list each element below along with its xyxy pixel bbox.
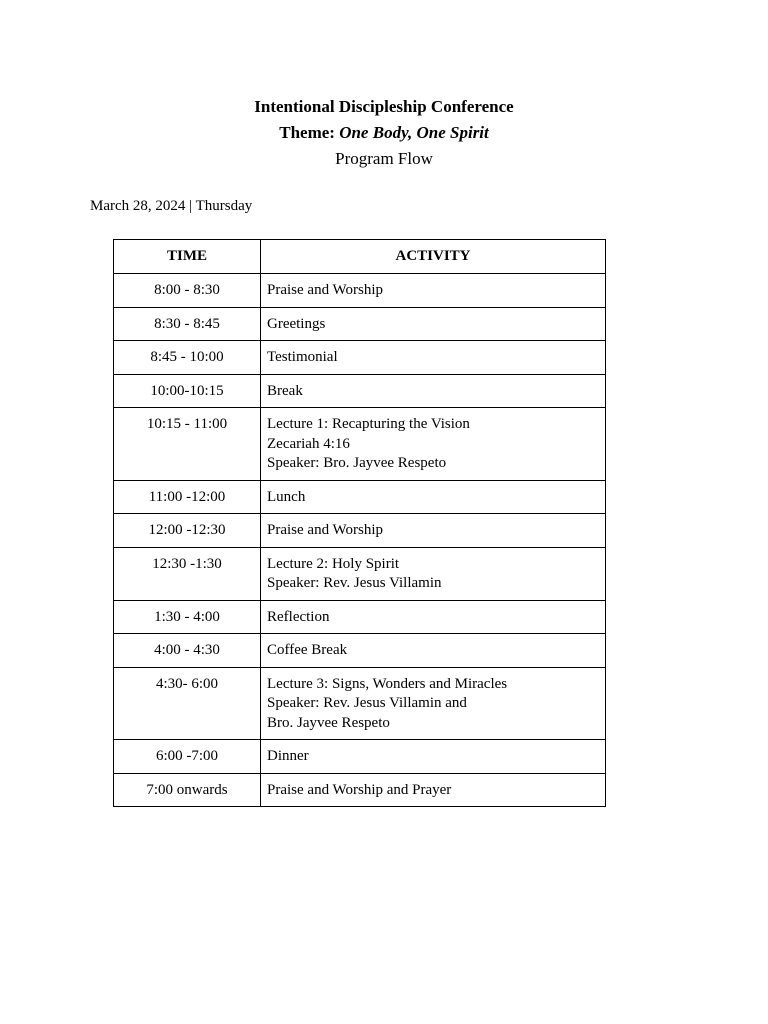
activity-line: Testimonial (267, 349, 338, 365)
activity-cell (261, 600, 606, 634)
table-row (114, 274, 606, 308)
table-row (114, 740, 606, 774)
time-cell: 1:30 - 4:00 (114, 600, 261, 634)
time-cell: 10:00-10:15 (114, 374, 261, 408)
activity-cell (261, 634, 606, 668)
activity-line: Lunch (267, 488, 306, 505)
activity-cell (261, 480, 606, 514)
activity-line: Dinner (267, 748, 309, 764)
time-cell: 8:45 - 10:00 (114, 341, 261, 375)
activity-line: Speaker: Rev. Jesus Villamin (267, 575, 442, 591)
theme-label: Theme: (279, 123, 335, 142)
activity-line: Speaker: Rev. Jesus Villamin and (267, 695, 467, 711)
activity-line: Praise and Worship (267, 282, 384, 298)
time-cell: 8:00 - 8:30 (114, 274, 261, 308)
activity-line: Praise and Worship and Prayer (267, 781, 452, 798)
activity-line: Break (267, 382, 303, 399)
event-date: March 28, 2024 | Thursday (90, 198, 253, 214)
table-row (114, 547, 606, 600)
program-flow-subtitle: Program Flow (335, 149, 433, 168)
time-cell: 12:30 -1:30 (114, 547, 261, 600)
activity-line: Lecture 2: Holy Spirit (267, 555, 400, 572)
theme-value: One Body, One Spirit (339, 123, 489, 142)
table-row (114, 341, 606, 375)
activity-cell (261, 547, 606, 600)
activity-line: Lecture 3: Signs, Wonders and Miracles (267, 675, 508, 692)
program-table (113, 239, 606, 807)
table-row (114, 408, 606, 481)
activity-line: Speaker: Bro. Jayvee Respeto (267, 455, 447, 471)
document-header (0, 94, 768, 172)
activity-cell (261, 408, 606, 481)
time-cell: 6:00 -7:00 (114, 740, 261, 774)
time-cell: 12:00 -12:30 (114, 514, 261, 548)
table-row (114, 773, 606, 807)
time-cell: 7:00 onwards (114, 773, 261, 807)
activity-line: Bro. Jayvee Respeto (267, 714, 390, 731)
table-row (114, 480, 606, 514)
activity-line: Coffee Break (267, 642, 348, 658)
activity-cell (261, 667, 606, 740)
program-rows (114, 274, 606, 807)
activity-line: Zecariah 4:16 (267, 435, 350, 452)
column-header-time: TIME (114, 240, 261, 274)
activity-cell (261, 341, 606, 375)
activity-cell (261, 740, 606, 774)
activity-line: Greetings (267, 315, 326, 332)
activity-cell (261, 773, 606, 807)
time-cell: 4:00 - 4:30 (114, 634, 261, 668)
time-cell: 10:15 - 11:00 (114, 408, 261, 481)
table-row (114, 600, 606, 634)
table-row (114, 514, 606, 548)
table-row (114, 307, 606, 341)
theme-line (0, 120, 768, 146)
conference-title: Intentional Discipleship Conference (254, 97, 514, 116)
activity-cell (261, 274, 606, 308)
time-cell: 11:00 -12:00 (114, 480, 261, 514)
column-header-activity: ACTIVITY (261, 240, 606, 274)
table-row (114, 634, 606, 668)
activity-cell (261, 514, 606, 548)
time-cell: 4:30- 6:00 (114, 667, 261, 740)
table-header-row (114, 240, 606, 274)
activity-line: Reflection (267, 608, 330, 625)
activity-line: Praise and Worship (267, 522, 384, 538)
activity-cell (261, 307, 606, 341)
time-cell: 8:30 - 8:45 (114, 307, 261, 341)
activity-line: Lecture 1: Recapturing the Vision (267, 416, 470, 432)
table-row (114, 374, 606, 408)
table-row (114, 667, 606, 740)
activity-cell (261, 374, 606, 408)
